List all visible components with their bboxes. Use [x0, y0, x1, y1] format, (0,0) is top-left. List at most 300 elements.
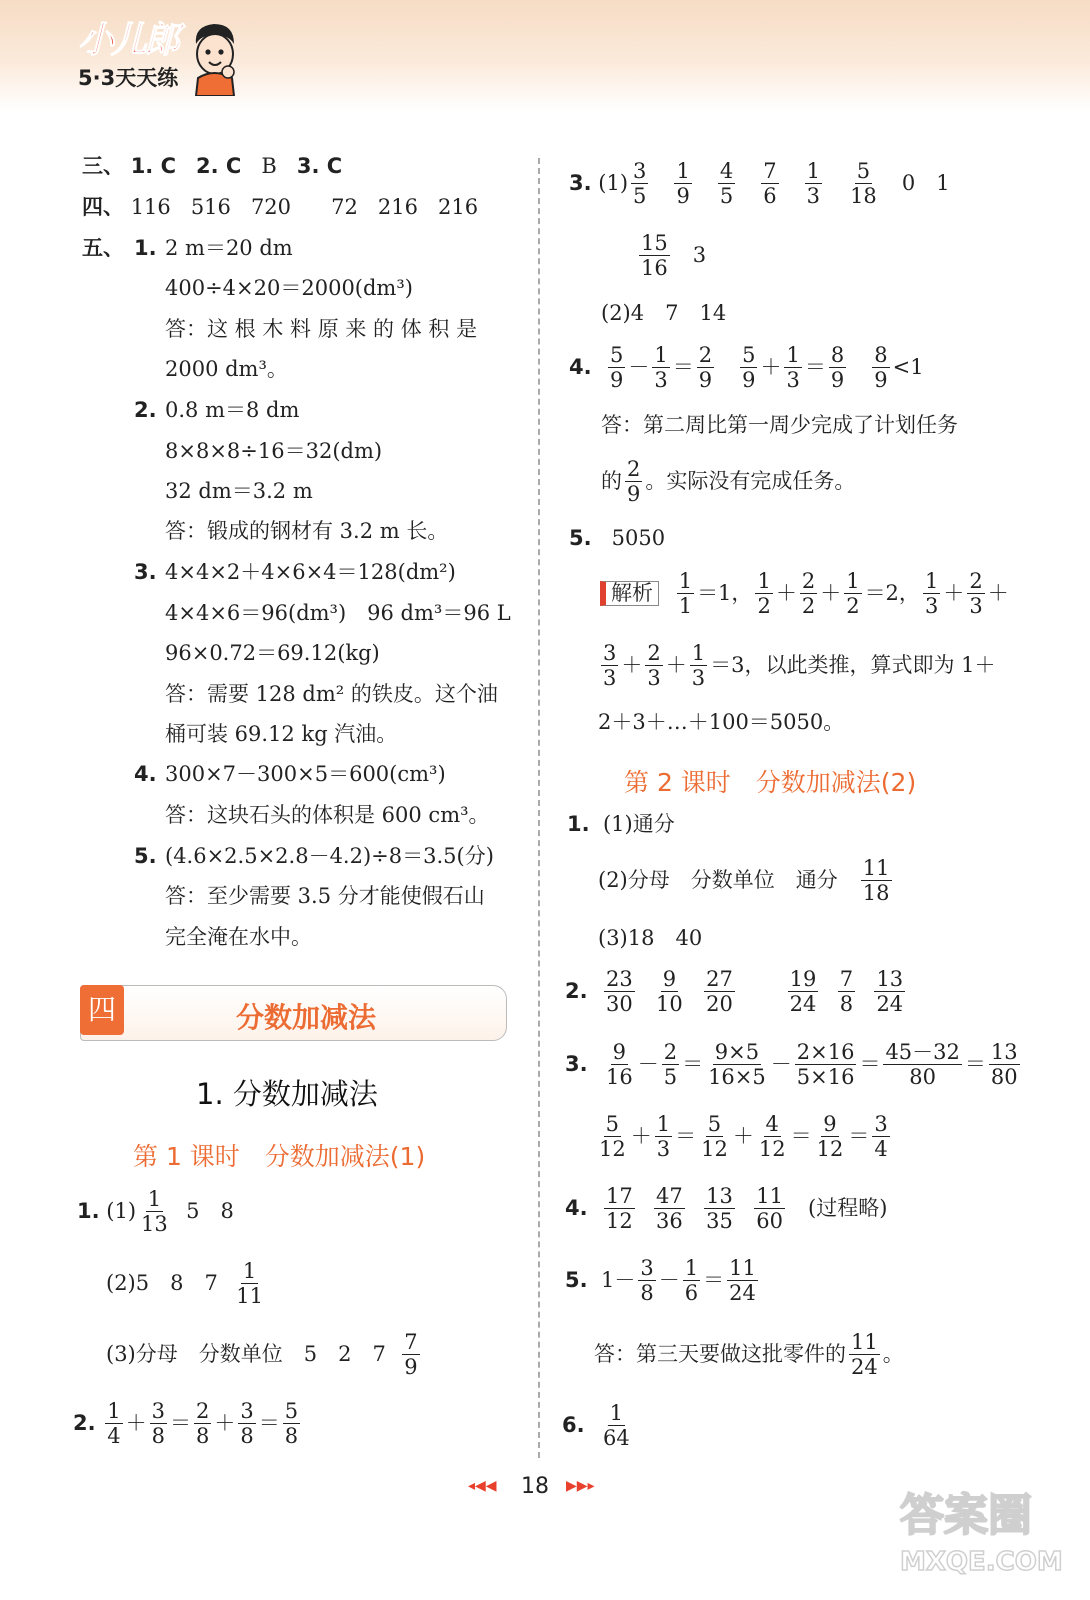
- question-number: 4.: [134, 762, 157, 786]
- answer: (1): [598, 171, 629, 196]
- numerator: 3: [874, 1112, 888, 1136]
- answer-line: 4×4×6＝96(dm³) 96 dm³＝96 L: [165, 601, 511, 625]
- answer-line: 答：第二周比第一周少完成了计划任务: [601, 413, 958, 437]
- fraction: [849, 1331, 880, 1378]
- section-3-answers: [82, 156, 342, 177]
- answer-line: 300×7－300×5＝600(cm³): [165, 762, 446, 786]
- fraction: [872, 1113, 889, 1160]
- r-q3-part2: (2)4 7 14: [601, 301, 727, 325]
- section-label: 三、: [82, 154, 124, 178]
- denominator: 1: [678, 594, 693, 619]
- denominator: 8: [240, 1424, 254, 1449]
- denominator: 80: [909, 1065, 937, 1090]
- fraction: [677, 570, 694, 617]
- watermark-text: 答案圈: [900, 1490, 1032, 1541]
- fraction: [815, 1113, 846, 1160]
- question-number: 3.: [134, 560, 157, 584]
- series-name: 5·3天天练: [78, 66, 179, 90]
- denominator: 4: [107, 1424, 121, 1449]
- fraction: [727, 1257, 758, 1304]
- analysis-line-1: [600, 570, 1009, 617]
- brand-name: 小儿郎: [78, 20, 178, 61]
- l1-q1-part2: [106, 1260, 268, 1307]
- answer-line: 答：这 根 木 料 原 来 的 体 积 是: [165, 317, 478, 341]
- answer: (3)分母 分数单位 5 2 7: [106, 1342, 386, 1367]
- answer: 720: [250, 195, 292, 219]
- numerator: 2: [663, 1040, 678, 1064]
- fraction: [874, 968, 905, 1015]
- l1-q1-part3: [106, 1331, 423, 1378]
- answer-line: 2 m＝20 dm: [165, 236, 293, 260]
- denominator: 64: [602, 1426, 630, 1451]
- text: －: [637, 1052, 659, 1077]
- denominator: 9: [698, 368, 713, 393]
- text: ＝2，: [864, 581, 920, 606]
- denominator: 24: [729, 1281, 756, 1306]
- numerator: 2×16: [796, 1040, 855, 1064]
- denominator: 8: [640, 1281, 654, 1306]
- denominator: 5: [633, 184, 647, 209]
- r-q5: [569, 528, 665, 549]
- denominator: 3: [691, 666, 706, 691]
- denominator: 18: [862, 881, 890, 906]
- denominator: 12: [701, 1137, 728, 1162]
- section-label: 四、: [82, 195, 124, 219]
- numerator: 9×5: [714, 1040, 760, 1064]
- denominator: 9: [676, 184, 690, 209]
- numerator: 5: [605, 1112, 620, 1136]
- denominator: 24: [876, 992, 904, 1017]
- denominator: 3: [654, 368, 668, 393]
- numerator: 3: [640, 1256, 654, 1280]
- question-number: 2.: [565, 979, 588, 1004]
- operator: ＋: [760, 355, 782, 380]
- fraction: [699, 1113, 730, 1160]
- unit-title: 分数加减法: [236, 1001, 377, 1034]
- fraction: [662, 1041, 679, 1088]
- watermark-logo: [896, 1478, 1066, 1578]
- answer: 5 8: [186, 1199, 234, 1224]
- numerator: 1: [757, 569, 771, 593]
- fraction: [740, 344, 757, 391]
- numerator: 1: [676, 159, 690, 183]
- numerator: 1: [242, 1259, 257, 1283]
- numerator: 9: [823, 1112, 837, 1136]
- fraction: [872, 344, 889, 391]
- mascot-boy-icon: [188, 22, 240, 96]
- answer-line: 2000 dm³。: [165, 357, 288, 381]
- answer-line: 4×4×2＋4×6×4＝128(dm²): [165, 560, 456, 584]
- answer: 2. C: [196, 154, 242, 178]
- denominator: 13: [141, 1212, 168, 1237]
- numerator: 1: [924, 569, 939, 593]
- numerator: 9: [612, 1040, 626, 1064]
- text: ＋: [820, 581, 842, 606]
- fraction: [844, 570, 861, 617]
- answer: 0 1: [901, 171, 950, 196]
- fraction: [697, 344, 714, 391]
- denominator: 12: [599, 1137, 626, 1162]
- text: ＝1，: [697, 581, 753, 606]
- answer: 516: [190, 195, 231, 219]
- question-number: 5.: [565, 1268, 588, 1293]
- question-number: 1.: [77, 1199, 100, 1224]
- numerator: 5: [284, 1399, 299, 1423]
- analysis-line-2: [598, 642, 996, 689]
- text: ＝: [848, 1124, 870, 1149]
- fraction: [601, 642, 618, 689]
- denominator: 11: [236, 1284, 263, 1309]
- l2-q3-line1: [565, 1041, 1023, 1088]
- text: 1－: [600, 1268, 636, 1293]
- l2-q5: [565, 1257, 761, 1304]
- watermark-url: MXQE.COM: [900, 1547, 1063, 1577]
- fraction: [631, 160, 648, 207]
- fraction: [690, 642, 707, 689]
- answer: 72: [331, 195, 358, 219]
- text: ＋: [630, 1124, 652, 1149]
- numerator: 2: [627, 457, 641, 481]
- text: ＋: [775, 581, 797, 606]
- r-q3-part1: [569, 160, 950, 207]
- l2-q2: [565, 968, 908, 1015]
- fraction: [883, 1041, 961, 1088]
- text: ＋: [943, 581, 965, 606]
- denominator: 24: [789, 992, 817, 1017]
- numerator: 3: [603, 641, 617, 665]
- l1-q1-part1: [77, 1188, 234, 1235]
- denominator: 2: [801, 594, 816, 619]
- denominator: 8: [284, 1424, 299, 1449]
- fraction: [638, 1257, 655, 1304]
- denominator: 3: [924, 594, 939, 619]
- question-number: 5.: [569, 526, 592, 550]
- fraction: [754, 1185, 785, 1232]
- fraction: [829, 344, 846, 391]
- numerator: 5: [742, 343, 756, 367]
- answer-line: 桶可装 69.12 kg 汽油。: [165, 722, 398, 746]
- text: ＋: [732, 1124, 754, 1149]
- answer-line: 0.8 m＝8 dm: [165, 398, 300, 422]
- numerator: 4: [719, 159, 734, 183]
- numerator: 3: [151, 1399, 166, 1423]
- analysis-tag: 解析: [600, 581, 659, 606]
- denominator: 16: [605, 1065, 633, 1090]
- fraction: [402, 1331, 419, 1378]
- numerator: 7: [839, 967, 854, 991]
- next-arrows-icon: ▶▶▸: [566, 1478, 595, 1494]
- denominator: 2: [757, 594, 771, 619]
- denominator: 35: [706, 1209, 733, 1234]
- fraction: [238, 1400, 255, 1447]
- l2-q4: [565, 1185, 887, 1232]
- numerator: 2: [801, 569, 816, 593]
- fraction: [654, 968, 685, 1015]
- denominator: 9: [830, 368, 845, 393]
- answer-line: 答：锻成的钢材有 3.2 m 长。: [165, 519, 449, 543]
- numerator: 45－32: [885, 1040, 960, 1064]
- fraction: [718, 160, 735, 207]
- denominator: 5: [663, 1065, 678, 1090]
- fraction: [604, 1041, 635, 1088]
- answer-line: 完全淹在水中。: [165, 925, 312, 949]
- section-title: 1. 分数加减法: [196, 1077, 378, 1111]
- fraction: [597, 1113, 628, 1160]
- denominator: 24: [851, 1355, 878, 1380]
- fraction: [639, 232, 670, 279]
- denominator: 30: [605, 992, 633, 1017]
- denominator: 16: [641, 256, 668, 281]
- answer: 216: [377, 195, 418, 219]
- analysis-line-3: 2＋3＋…＋100＝5050。: [598, 710, 845, 734]
- fraction: [800, 570, 817, 617]
- text: ＝: [964, 1052, 986, 1077]
- fraction: [652, 344, 669, 391]
- denominator: 9: [874, 368, 888, 393]
- answer: 3: [692, 243, 707, 268]
- fraction: [838, 968, 855, 1015]
- denominator: 18: [850, 184, 877, 209]
- denominator: 9: [404, 1355, 418, 1380]
- numerator: 11: [851, 1330, 878, 1354]
- unit-number: 四: [80, 985, 124, 1035]
- fraction: [923, 570, 940, 617]
- text: 。: [882, 1342, 904, 1367]
- fraction: [645, 642, 662, 689]
- answer-line: 答：需要 128 dm² 的铁皮。这个油: [165, 682, 498, 706]
- text: ＝: [859, 1052, 881, 1077]
- numerator: 13: [706, 1184, 733, 1208]
- answer: (1): [106, 1199, 137, 1224]
- operator: ＋: [214, 1411, 236, 1436]
- answer-line: 32 dm＝3.2 m: [165, 479, 313, 503]
- denominator: 2: [846, 594, 860, 619]
- numerator: 8: [874, 343, 888, 367]
- fraction: [795, 1041, 857, 1088]
- answer: (2)5 8 7: [106, 1271, 218, 1296]
- numerator: 11: [729, 1256, 756, 1280]
- r-q4-equations: [569, 344, 924, 391]
- fraction: [757, 1113, 788, 1160]
- numerator: 1: [656, 1112, 671, 1136]
- prev-arrows-icon: ◂◀◀: [468, 1478, 497, 1494]
- l2-q1-part2: [598, 857, 895, 904]
- numerator: 13: [876, 967, 904, 991]
- fraction: [194, 1400, 211, 1447]
- operator: ＝: [804, 355, 826, 380]
- denominator: 3: [647, 666, 661, 691]
- denominator: 9: [609, 368, 624, 393]
- numerator: 1: [678, 569, 693, 593]
- fraction: [704, 1185, 735, 1232]
- fraction: [848, 160, 879, 207]
- numerator: 4: [765, 1112, 779, 1136]
- fraction: [674, 160, 691, 207]
- l1-q2: [73, 1400, 303, 1447]
- fraction: [788, 968, 819, 1015]
- fraction: [604, 1185, 635, 1232]
- operator: ＋: [125, 1411, 147, 1436]
- text: ＋: [987, 581, 1009, 606]
- numerator: 1: [107, 1399, 121, 1423]
- text: ＝: [682, 1052, 704, 1077]
- operator: ＝: [672, 355, 694, 380]
- answer: 216: [437, 195, 479, 219]
- fraction: [761, 160, 778, 207]
- fraction: [805, 160, 822, 207]
- numerator: 1: [846, 569, 860, 593]
- denominator: 20: [706, 992, 733, 1017]
- numerator: 1: [654, 343, 668, 367]
- text: ＝: [675, 1124, 697, 1149]
- l2-q3-line2: [594, 1113, 893, 1160]
- denominator: 3: [603, 666, 617, 691]
- operator: －: [628, 355, 650, 380]
- numerator: 11: [756, 1184, 783, 1208]
- denominator: 9: [742, 368, 756, 393]
- page-number: 18: [521, 1474, 549, 1499]
- fraction: [654, 1185, 685, 1232]
- denominator: 9: [627, 482, 641, 507]
- question-number: 2.: [134, 398, 157, 422]
- numerator: 15: [641, 231, 668, 255]
- numerator: 3: [633, 159, 647, 183]
- fraction: [139, 1188, 170, 1235]
- brand-logo: [78, 22, 178, 92]
- section-label: 五、: [82, 236, 124, 260]
- question-number: 2.: [73, 1411, 96, 1436]
- denominator: 3: [806, 184, 821, 209]
- numerator: 7: [404, 1330, 418, 1354]
- numerator: 3: [240, 1399, 254, 1423]
- fraction: [150, 1400, 167, 1447]
- answer-line: 400÷4×20＝2000(dm³): [165, 276, 413, 300]
- answer-line: (4.6×2.5×2.8－4.2)÷8＝3.5(分): [165, 844, 494, 868]
- denominator: 16×5: [708, 1065, 766, 1090]
- numerator: 27: [706, 967, 733, 991]
- fraction: [967, 570, 984, 617]
- l2-q1-part3: (3)18 40: [598, 926, 703, 950]
- denominator: 3: [786, 368, 800, 393]
- question-number: 1.: [567, 812, 590, 836]
- text: 答：第三天要做这批零件的: [594, 1342, 846, 1367]
- fraction: [105, 1400, 122, 1447]
- text: ＝3，以此类推，算式即为 1＋: [710, 653, 996, 678]
- denominator: 8: [196, 1424, 210, 1449]
- text: 的: [601, 469, 622, 494]
- answer: 1. C: [130, 154, 176, 178]
- fraction: [706, 1041, 768, 1088]
- denominator: 80: [990, 1065, 1018, 1090]
- numerator: 23: [605, 967, 633, 991]
- fraction: [784, 344, 801, 391]
- denominator: 6: [763, 184, 777, 209]
- fraction: [604, 968, 635, 1015]
- column-divider: [538, 158, 540, 1458]
- denominator: 8: [151, 1424, 166, 1449]
- l2-q6: [562, 1402, 635, 1449]
- answer-line: 8×8×8÷16＝32(dm): [165, 439, 383, 463]
- denominator: 5: [719, 184, 734, 209]
- fraction: [861, 857, 892, 904]
- denominator: 5×16: [796, 1065, 855, 1090]
- answer-line: 答：这块石头的体积是 600 cm³。: [165, 803, 490, 827]
- numerator: 5: [856, 159, 871, 183]
- denominator: 10: [656, 992, 683, 1017]
- text: －: [770, 1052, 792, 1077]
- numerator: 13: [990, 1040, 1018, 1064]
- numerator: 8: [830, 343, 845, 367]
- denominator: 60: [756, 1209, 783, 1234]
- numerator: 5: [707, 1112, 722, 1136]
- text: ＝: [790, 1124, 812, 1149]
- text: (过程略): [808, 1196, 888, 1221]
- fraction: [989, 1041, 1020, 1088]
- operator: ＝: [170, 1411, 192, 1436]
- fraction: [625, 458, 642, 505]
- text: (1)通分: [602, 812, 675, 836]
- answer: 5050: [611, 526, 666, 550]
- question-number: 1.: [134, 236, 157, 260]
- answer-line: [594, 1331, 904, 1378]
- numerator: 2: [698, 343, 713, 367]
- numerator: 2: [196, 1399, 210, 1423]
- denominator: 3: [656, 1137, 671, 1162]
- operator: ＝: [258, 1411, 280, 1436]
- fraction: [234, 1260, 265, 1307]
- denominator: 8: [839, 992, 854, 1017]
- numerator: 5: [609, 343, 624, 367]
- fraction: [283, 1400, 300, 1447]
- numerator: 9: [662, 967, 677, 991]
- text: ＝: [703, 1268, 725, 1293]
- numerator: 1: [609, 1401, 623, 1425]
- question-number: 5.: [134, 844, 157, 868]
- answer-line: [601, 458, 855, 505]
- answer: 116: [130, 195, 171, 219]
- fraction: [704, 968, 735, 1015]
- l2-q1-part1: [567, 814, 675, 835]
- numerator: 7: [763, 159, 777, 183]
- denominator: 12: [816, 1137, 844, 1162]
- fraction: [683, 1257, 700, 1304]
- numerator: 1: [147, 1187, 162, 1211]
- numerator: 1: [786, 343, 800, 367]
- section-4-answers: [82, 197, 478, 218]
- operator: <1: [892, 355, 924, 380]
- text: －: [658, 1268, 680, 1293]
- text: (2)分母 分数单位 通分: [598, 868, 838, 893]
- text: ＋: [621, 653, 643, 678]
- fraction: [608, 344, 625, 391]
- numerator: 2: [969, 569, 983, 593]
- fraction: [655, 1113, 672, 1160]
- answer: B: [261, 154, 277, 178]
- question-number: 6.: [562, 1413, 585, 1438]
- numerator: 2: [647, 641, 661, 665]
- answer-line: 96×0.72＝69.12(kg): [165, 641, 380, 665]
- question-number: 4.: [569, 355, 592, 380]
- numerator: 19: [789, 967, 817, 991]
- answer: 3. C: [296, 154, 343, 178]
- fraction: [601, 1402, 632, 1449]
- denominator: 36: [656, 1209, 683, 1234]
- lesson-title: 第 1 课时 分数加减法(1): [133, 1142, 426, 1171]
- denominator: 3: [969, 594, 983, 619]
- text: 。实际没有完成任务。: [645, 469, 856, 494]
- denominator: 6: [684, 1281, 699, 1306]
- numerator: 47: [656, 1184, 683, 1208]
